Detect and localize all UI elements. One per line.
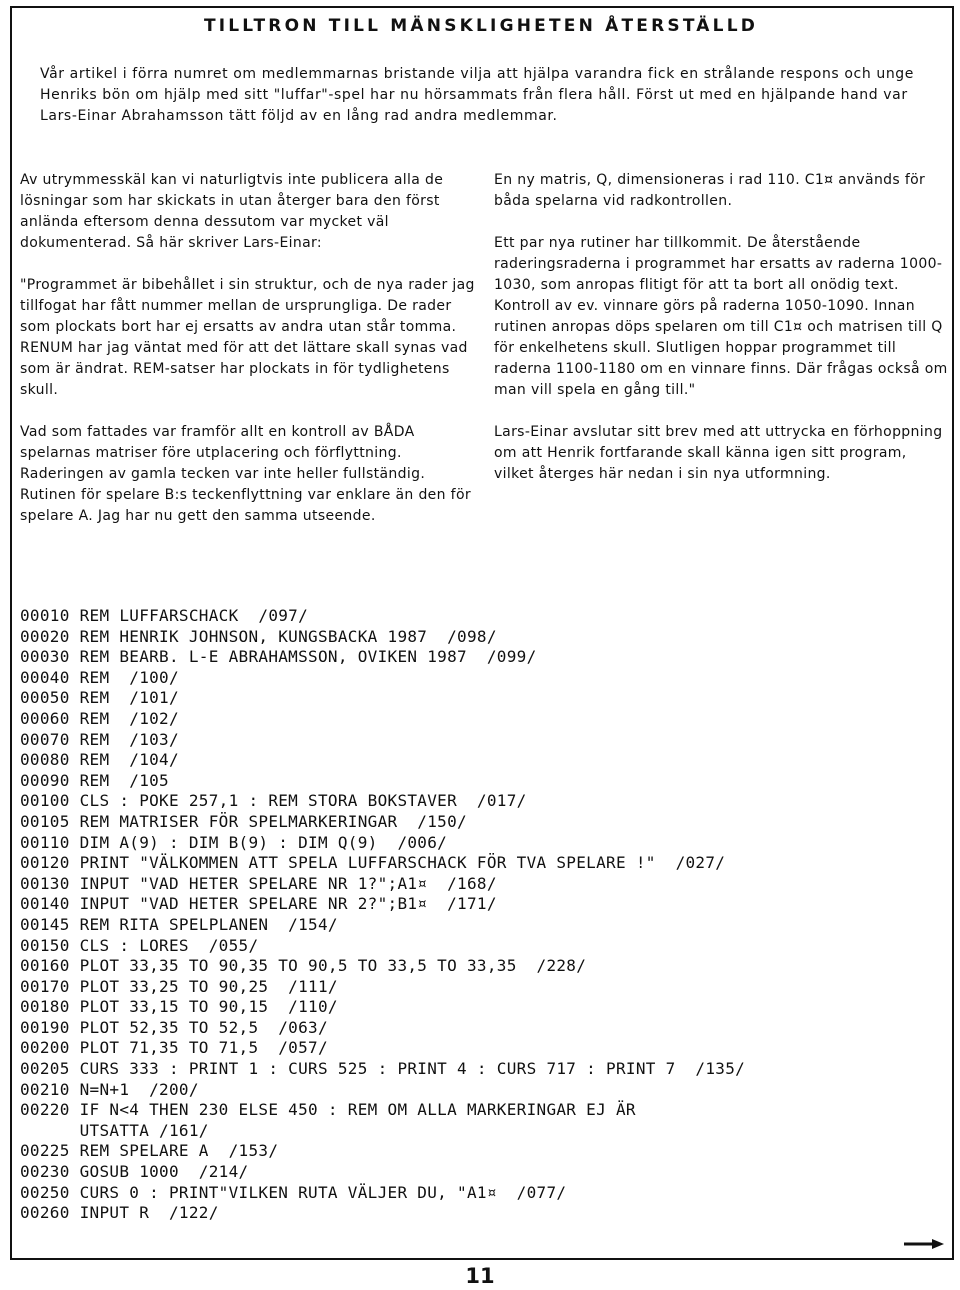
right-paragraph: Ett par nya rutiner har tillkommit. De återstående raderingsraderna i programmet har ersatts av raderna 1000-1030, som anropas flitigt för att ta bort all onödig text. Kontroll av ev. vinnare görs på raderna 1050-1090. Innan rutinen anropas döps spelaren om till C1¤ och matrisen till Q för enkelhetens skull. Slutligen hoppar programmet till raderna 1100-1180 om en vinnare finns. Där frågas också om man vill spela en gång till." [494, 235, 948, 398]
code-line: 00105 REM MATRISER FÖR SPELMARKERINGAR /150/ [20, 811, 467, 831]
code-line: 00225 REM SPELARE A /153/ [20, 1141, 279, 1161]
code-line: 00140 INPUT "VAD HETER SPELARE NR 2?";B1¤ /171/ [20, 894, 497, 914]
code-line: 00220 IF N<4 THEN 230 ELSE 450 : REM OM ALLA MARKERINGAR EJ ÄR [20, 1100, 636, 1120]
left-paragraph: Av utrymmesskäl kan vi naturligtvis inte publicera alla de lösningar som har skickats in utan återger bara den först anlända eftersom denna dessutom var mycket väl dokumenterad. Så här skriver Lars-Einar: [20, 172, 444, 251]
code-line: 00200 PLOT 71,35 TO 71,5 /057/ [20, 1038, 328, 1058]
code-line: 00150 CLS : LORES /055/ [20, 935, 259, 955]
code-line: 00130 INPUT "VAD HETER SPELARE NR 1?";A1¤ /168/ [20, 873, 497, 893]
code-line: 00190 PLOT 52,35 TO 52,5 /063/ [20, 1017, 328, 1037]
code-line: UTSATTA /161/ [20, 1120, 209, 1140]
code-line: 00205 CURS 333 : PRINT 1 : CURS 525 : PRINT 4 : CURS 717 : PRINT 7 /135/ [20, 1059, 746, 1079]
code-line: 00110 DIM A(9) : DIM B(9) : DIM Q(9) /006/ [20, 832, 448, 852]
code-line: 00100 CLS : POKE 257,1 : REM STORA BOKSTAVER /017/ [20, 791, 527, 811]
code-line: 00020 REM HENRIK JOHNSON, KUNGSBACKA 1987 /098/ [20, 626, 497, 646]
code-line: 00050 REM /101/ [20, 688, 179, 708]
code-line: 00080 REM /104/ [20, 750, 179, 770]
program-listing [20, 606, 950, 1224]
left-column [20, 170, 475, 548]
code-line: 00120 PRINT "VÄLKOMMEN ATT SPELA LUFFARSCHACK FÖR TVA SPELARE !" /027/ [20, 853, 726, 873]
code-line: 00260 INPUT R /122/ [20, 1203, 219, 1223]
code-line: 00145 REM RITA SPELPLANEN /154/ [20, 914, 338, 934]
page-number: 11 [465, 1264, 495, 1288]
right-paragraph: Lars-Einar avslutar sitt brev med att uttrycka en förhoppning om att Henrik fortfarande skall känna igen sitt program, vilket återges här nedan i sin nya utformning. [494, 424, 943, 482]
code-line: 00070 REM /103/ [20, 729, 179, 749]
right-paragraph: En ny matris, Q, dimensioneras i rad 110. C1¤ används för båda spelarna vid radkontrollen. [494, 172, 926, 209]
code-line: 00030 REM BEARB. L-E ABRAHAMSSON, OVIKEN 1987 /099/ [20, 647, 537, 667]
code-line: 00250 CURS 0 : PRINT"VILKEN RUTA VÄLJER DU, "A1¤ /077/ [20, 1182, 567, 1202]
code-line: 00180 PLOT 33,15 TO 90,15 /110/ [20, 997, 338, 1017]
left-paragraph: Vad som fattades var framför allt en kontroll av BÅDA spelarnas matriser före utplacering och förflyttning. Raderingen av gamla tecken var inte heller fullständig. Rutinen för spelare B:s teckenflyttning var enklare än den för spelare A. Jag har nu gett den samma utseende. [20, 424, 471, 524]
code-line: 00230 GOSUB 1000 /214/ [20, 1162, 249, 1182]
left-paragraph: "Programmet är bibehållet i sin struktur, och de nya rader jag tillfogat har fått nummer mellan de ursprungliga. De rader som plockats bort har ej ersatts av andra utan står tomma. RENUM har jag väntat med för att det lättare skall synas vad som är ändrat. REM-satser har plockats in för tydlighetens skull. [20, 277, 475, 398]
code-line: 00010 REM LUFFARSCHACK /097/ [20, 606, 309, 625]
right-column [494, 170, 949, 506]
code-line: 00160 PLOT 33,35 TO 90,35 TO 90,5 TO 33,5 TO 33,35 /228/ [20, 956, 587, 976]
code-line: 00210 N=N+1 /200/ [20, 1079, 199, 1099]
code-line: 00060 REM /102/ [20, 708, 179, 728]
intro-paragraph: Vår artikel i förra numret om medlemmarnas bristande vilja att hjälpa varandra fick en strålande respons och unge Henriks bön om hjälp med sitt "luffar"-spel har nu hörsammats från flera håll. Först ut med en hjälpande hand var Lars-Einar Abrahamsson tätt följd av en lång rad andra medlemmar. [40, 66, 914, 124]
code-line: 00170 PLOT 33,25 TO 90,25 /111/ [20, 976, 338, 996]
article-title: TILLTRON TILL MÄNSKLIGHETEN ÅTERSTÄLLD [203, 16, 759, 36]
code-line: 00040 REM /100/ [20, 667, 179, 687]
code-line: 00090 REM /105 [20, 770, 169, 790]
arrow-right-icon [902, 1238, 946, 1250]
